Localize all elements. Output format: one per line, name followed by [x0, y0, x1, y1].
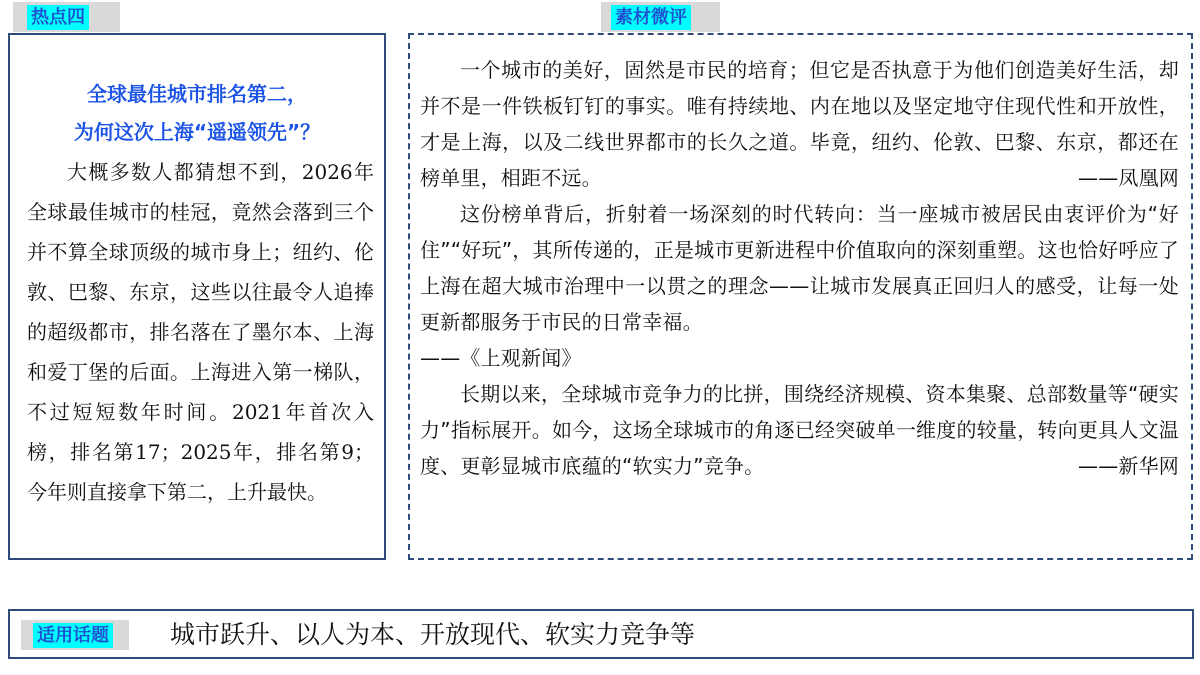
commentary-paragraph: [420, 52, 1179, 196]
commentary-source: ——凤凰网: [1078, 166, 1179, 190]
hotspot-panel: [8, 33, 386, 560]
hotspot-tab-label: 热点四: [27, 5, 89, 30]
commentary-text: 这份榜单背后，折射着一场深刻的时代转向：当一座城市被居民由衷评价为“好住”“好玩”，其所传递的，正是城市更新进程中价值取向的深刻重塑。这也恰好呼应了上海在超大城市治理中一以贯之的理念——让城市发展真正回归人的感受，让每一处更新都服务于市民的日常幸福。: [420, 202, 1179, 334]
commentary-tab: [601, 2, 720, 32]
commentary-text: 一个城市的美好，固然是市民的培育；但它是否执意于为他们创造美好生活，却并不是一件铁板钉钉的事实。唯有持续地、内在地以及坚定地守住现代性和开放性，才是上海，以及二线世界都市的长久之道。毕竟，纽约、伦敦、巴黎、东京，都还在榜单里，相距不远。: [420, 58, 1179, 190]
commentary-text: 长期以来，全球城市竞争力的比拼，围绕经济规模、资本集聚、总部数量等“硬实力”指标展开。如今，这场全球城市的角逐已经突破单一维度的较量，转向更具人文温度、更彰显城市底蕴的“软实力”竞争。: [420, 382, 1179, 478]
hotspot-title-line1: 全球最佳城市排名第二，: [87, 82, 307, 106]
commentary-paragraph: [420, 376, 1179, 484]
commentary-panel: [408, 33, 1193, 560]
topics-label-box: [21, 620, 129, 650]
topics-text: 城市跃升、以人为本、开放现代、软实力竞争等: [170, 620, 696, 649]
topics-bar: [8, 609, 1194, 659]
hotspot-tab: [13, 2, 120, 32]
hotspot-title-line2: 为何这次上海“遥遥领先”？: [73, 120, 321, 144]
hotspot-body: 大概多数人都猜想不到，2026年全球最佳城市的桂冠，竟然会落到三个并不算全球顶级的城市身上；纽约、伦敦、巴黎、东京，这些以往最令人追捧的超级都市，排名落在了墨尔本、上海和爱丁堡的后面。上海进入第一梯队，不过短短数年时间。2021年首次入榜，排名第17；2025年，排名第9；今年则直接拿下第二，上升最快。: [27, 160, 374, 504]
topics-label: 适用话题: [33, 623, 113, 648]
commentary-source: ——新华网: [1078, 454, 1179, 478]
commentary-paragraph: [420, 196, 1179, 340]
commentary-tab-label: 素材微评: [611, 5, 691, 30]
hotspot-title: [10, 75, 384, 151]
commentary-source: ——《上观新闻》: [420, 346, 582, 370]
